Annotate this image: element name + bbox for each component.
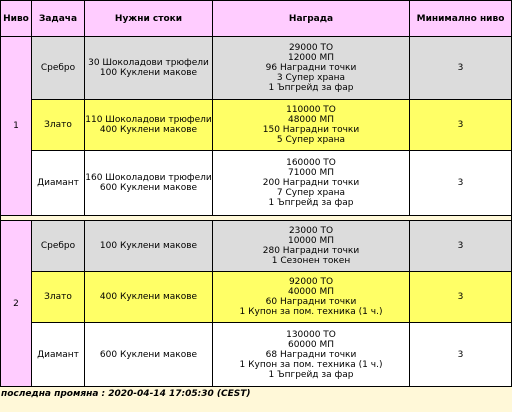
min-level-cell: 3	[410, 151, 512, 216]
task-cell: Сребро	[32, 37, 85, 100]
reward-line: 71000 МП	[287, 168, 335, 178]
header-reward: Награда	[213, 1, 410, 37]
reward-line: 12000 МП	[287, 53, 335, 63]
min-level-cell: 3	[410, 272, 512, 323]
reward-line: 200 Наградни точки	[262, 178, 360, 188]
goods-cell	[85, 151, 213, 216]
reward-line: 60000 МП	[287, 339, 335, 350]
header-task: Задача	[32, 1, 85, 37]
reward-line: 60 Наградни точки	[265, 297, 357, 307]
reward-line: 1 Сезонен токен	[271, 256, 351, 266]
reward-line: 1 Ъпгрейд за фар	[268, 198, 354, 208]
reward-line: 1 Ъпгрейд за фар	[268, 369, 354, 380]
goods-line: 30 Шоколадови трюфели	[88, 58, 209, 68]
goods-cell	[85, 37, 213, 100]
reward-line: 1 Ъпгрейд за фар	[268, 83, 354, 93]
header-level: Ниво	[1, 1, 32, 37]
reward-line: 5 Супер храна	[276, 135, 346, 145]
last-modified-note: последна промяна : 2020-04-14 17:05:30 (CEST)	[1, 389, 251, 399]
reward-cell	[213, 151, 410, 216]
reward-line: 3 Супер храна	[276, 73, 346, 83]
reward-line: 40000 МП	[287, 287, 335, 297]
reward-line: 1 Купон за пом. техника (1 ч.)	[239, 307, 383, 317]
reward-line: 150 Наградни точки	[262, 125, 360, 135]
table-row	[1, 100, 512, 151]
min-level-cell: 3	[410, 323, 512, 387]
task-cell: Злато	[32, 100, 85, 151]
reward-line: 10000 МП	[287, 236, 335, 246]
goods-line: 600 Куклени макове	[99, 183, 198, 193]
table-row	[1, 37, 512, 100]
reward-line: 110000 ТО	[286, 105, 336, 115]
goods-line: 400 Куклени макове	[99, 292, 198, 302]
goods-cell	[85, 221, 213, 272]
header-goods: Нужни стоки	[85, 1, 213, 37]
reward-line: 92000 ТО	[288, 277, 334, 287]
goods-line: 110 Шоколадови трюфели	[85, 115, 212, 125]
reward-cell	[213, 37, 410, 100]
goods-cell	[85, 323, 213, 387]
header-row	[1, 1, 512, 37]
reward-line: 130000 ТО	[286, 329, 336, 340]
reward-cell	[213, 272, 410, 323]
min-level-cell: 3	[410, 100, 512, 151]
goods-cell	[85, 272, 213, 323]
level-cell: 1	[1, 37, 32, 216]
reward-line: 29000 ТО	[288, 43, 334, 53]
goods-cell	[85, 100, 213, 151]
goods-line: 400 Куклени макове	[99, 125, 198, 135]
reward-cell	[213, 221, 410, 272]
min-level-cell: 3	[410, 221, 512, 272]
reward-cell	[213, 323, 410, 387]
task-cell: Диамант	[32, 323, 85, 387]
reward-line: 7 Супер храна	[276, 188, 346, 198]
reward-line: 160000 ТО	[286, 158, 336, 168]
reward-line: 96 Наградни точки	[265, 63, 357, 73]
task-cell: Диамант	[32, 151, 85, 216]
task-cell: Сребро	[32, 221, 85, 272]
table-row	[1, 323, 512, 387]
goods-line: 160 Шоколадови трюфели	[85, 173, 212, 183]
reward-line: 280 Наградни точки	[262, 246, 360, 256]
goods-line: 100 Куклени макове	[99, 68, 198, 78]
table-row	[1, 272, 512, 323]
reward-line: 23000 ТО	[288, 226, 334, 236]
level-cell: 2	[1, 221, 32, 387]
reward-cell	[213, 100, 410, 151]
table-row	[1, 221, 512, 272]
min-level-cell: 3	[410, 37, 512, 100]
header-min-level: Минимално ниво	[410, 1, 512, 37]
reward-line: 1 Купон за пом. техника (1 ч.)	[239, 359, 383, 370]
goods-line: 600 Куклени макове	[99, 349, 198, 360]
goods-line: 100 Куклени макове	[99, 241, 198, 251]
table-row	[1, 151, 512, 216]
reward-line: 68 Наградни точки	[265, 349, 357, 360]
reward-line: 48000 МП	[287, 115, 335, 125]
task-cell: Злато	[32, 272, 85, 323]
